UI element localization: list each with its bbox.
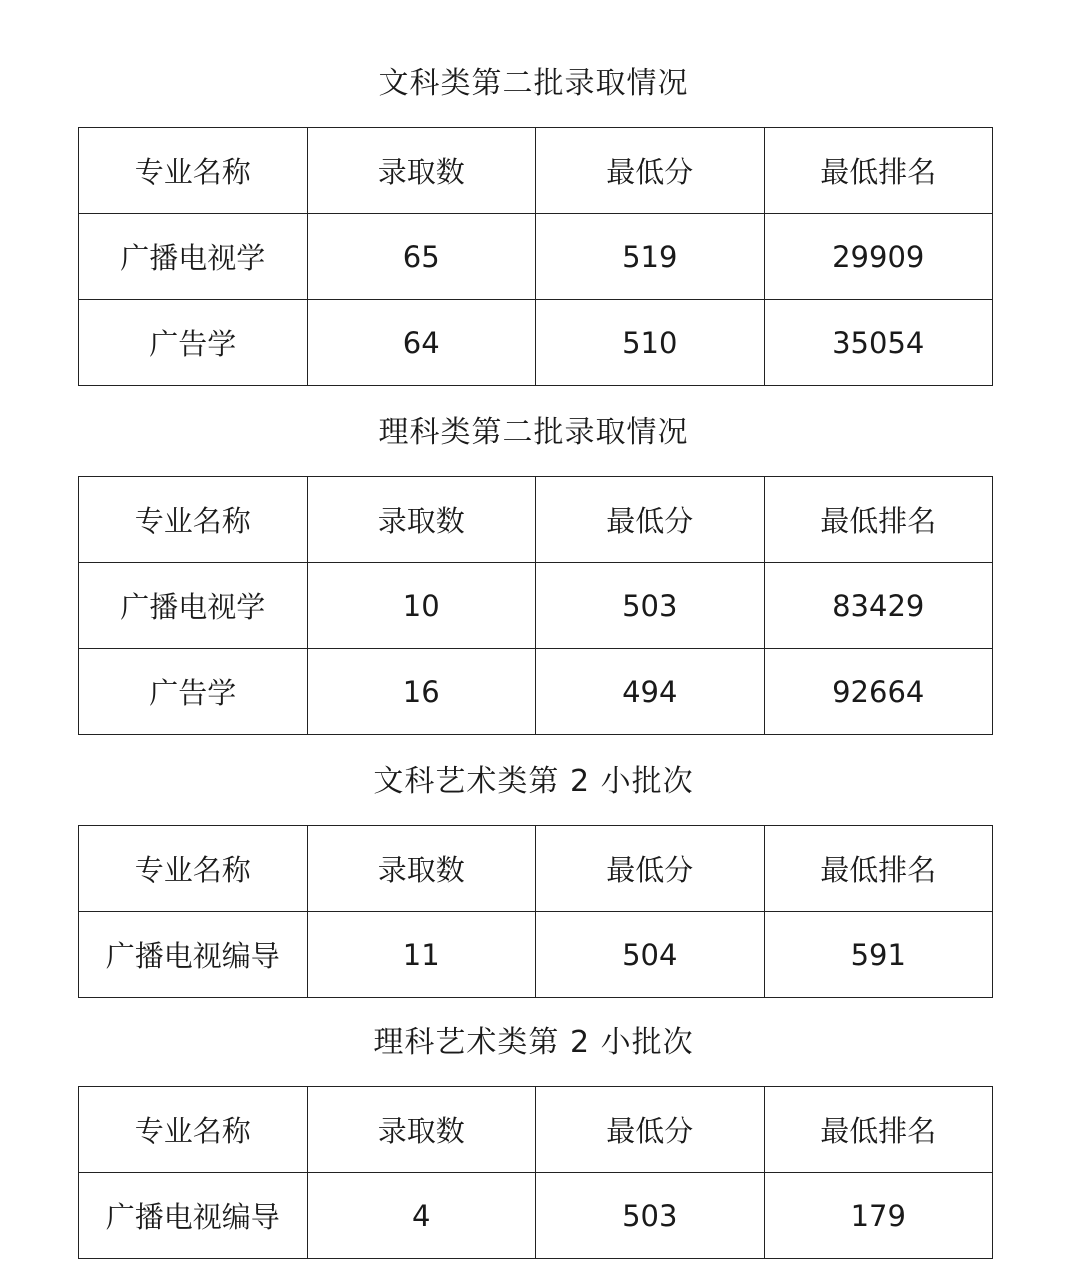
table-header-row — [79, 1087, 993, 1173]
admission-table-1 — [78, 127, 993, 386]
cell-min-rank: 179 — [764, 1173, 993, 1259]
cell-min-score: 503 — [536, 1173, 765, 1259]
table-row — [79, 214, 993, 300]
cell-admitted: 10 — [307, 563, 536, 649]
table-row — [79, 300, 993, 386]
section-title-2: 理科类第二批录取情况 — [378, 415, 689, 450]
header-cell-admitted: 录取数 — [307, 1087, 536, 1173]
header-cell-min-score: 最低分 — [536, 128, 765, 214]
cell-min-rank: 35054 — [764, 300, 993, 386]
header-cell-major: 专业名称 — [79, 826, 308, 912]
cell-admitted: 65 — [307, 214, 536, 300]
table-row — [79, 649, 993, 735]
cell-admitted: 64 — [307, 300, 536, 386]
section-title-4: 理科艺术类第 2 小批次 — [373, 1025, 694, 1060]
cell-min-rank: 29909 — [764, 214, 993, 300]
admission-table-2 — [78, 476, 993, 735]
header-cell-admitted: 录取数 — [307, 477, 536, 563]
header-cell-major: 专业名称 — [79, 128, 308, 214]
admission-table-3 — [78, 825, 993, 998]
header-cell-min-score: 最低分 — [536, 1087, 765, 1173]
admission-table-4 — [78, 1086, 993, 1259]
cell-min-rank: 83429 — [764, 563, 993, 649]
cell-min-rank: 92664 — [764, 649, 993, 735]
header-cell-major: 专业名称 — [79, 477, 308, 563]
cell-major: 广告学 — [79, 649, 308, 735]
cell-min-score: 504 — [536, 912, 765, 998]
table-row — [79, 912, 993, 998]
cell-major: 广播电视编导 — [79, 912, 308, 998]
header-cell-min-rank: 最低排名 — [764, 826, 993, 912]
cell-major: 广播电视学 — [79, 563, 308, 649]
table-header-row — [79, 826, 993, 912]
header-cell-min-rank: 最低排名 — [764, 1087, 993, 1173]
section-title-1: 文科类第二批录取情况 — [378, 66, 689, 101]
cell-major: 广播电视编导 — [79, 1173, 308, 1259]
cell-min-score: 519 — [536, 214, 765, 300]
header-cell-admitted: 录取数 — [307, 826, 536, 912]
header-cell-min-score: 最低分 — [536, 477, 765, 563]
cell-admitted: 16 — [307, 649, 536, 735]
cell-min-score: 494 — [536, 649, 765, 735]
cell-min-score: 510 — [536, 300, 765, 386]
header-cell-admitted: 录取数 — [307, 128, 536, 214]
header-cell-major: 专业名称 — [79, 1087, 308, 1173]
cell-min-rank: 591 — [764, 912, 993, 998]
cell-admitted: 11 — [307, 912, 536, 998]
header-cell-min-score: 最低分 — [536, 826, 765, 912]
table-header-row — [79, 477, 993, 563]
cell-major: 广播电视学 — [79, 214, 308, 300]
table-row — [79, 1173, 993, 1259]
header-cell-min-rank: 最低排名 — [764, 477, 993, 563]
table-row — [79, 563, 993, 649]
table-header-row — [79, 128, 993, 214]
section-title-3: 文科艺术类第 2 小批次 — [373, 764, 694, 799]
header-cell-min-rank: 最低排名 — [764, 128, 993, 214]
cell-min-score: 503 — [536, 563, 765, 649]
cell-admitted: 4 — [307, 1173, 536, 1259]
cell-major: 广告学 — [79, 300, 308, 386]
